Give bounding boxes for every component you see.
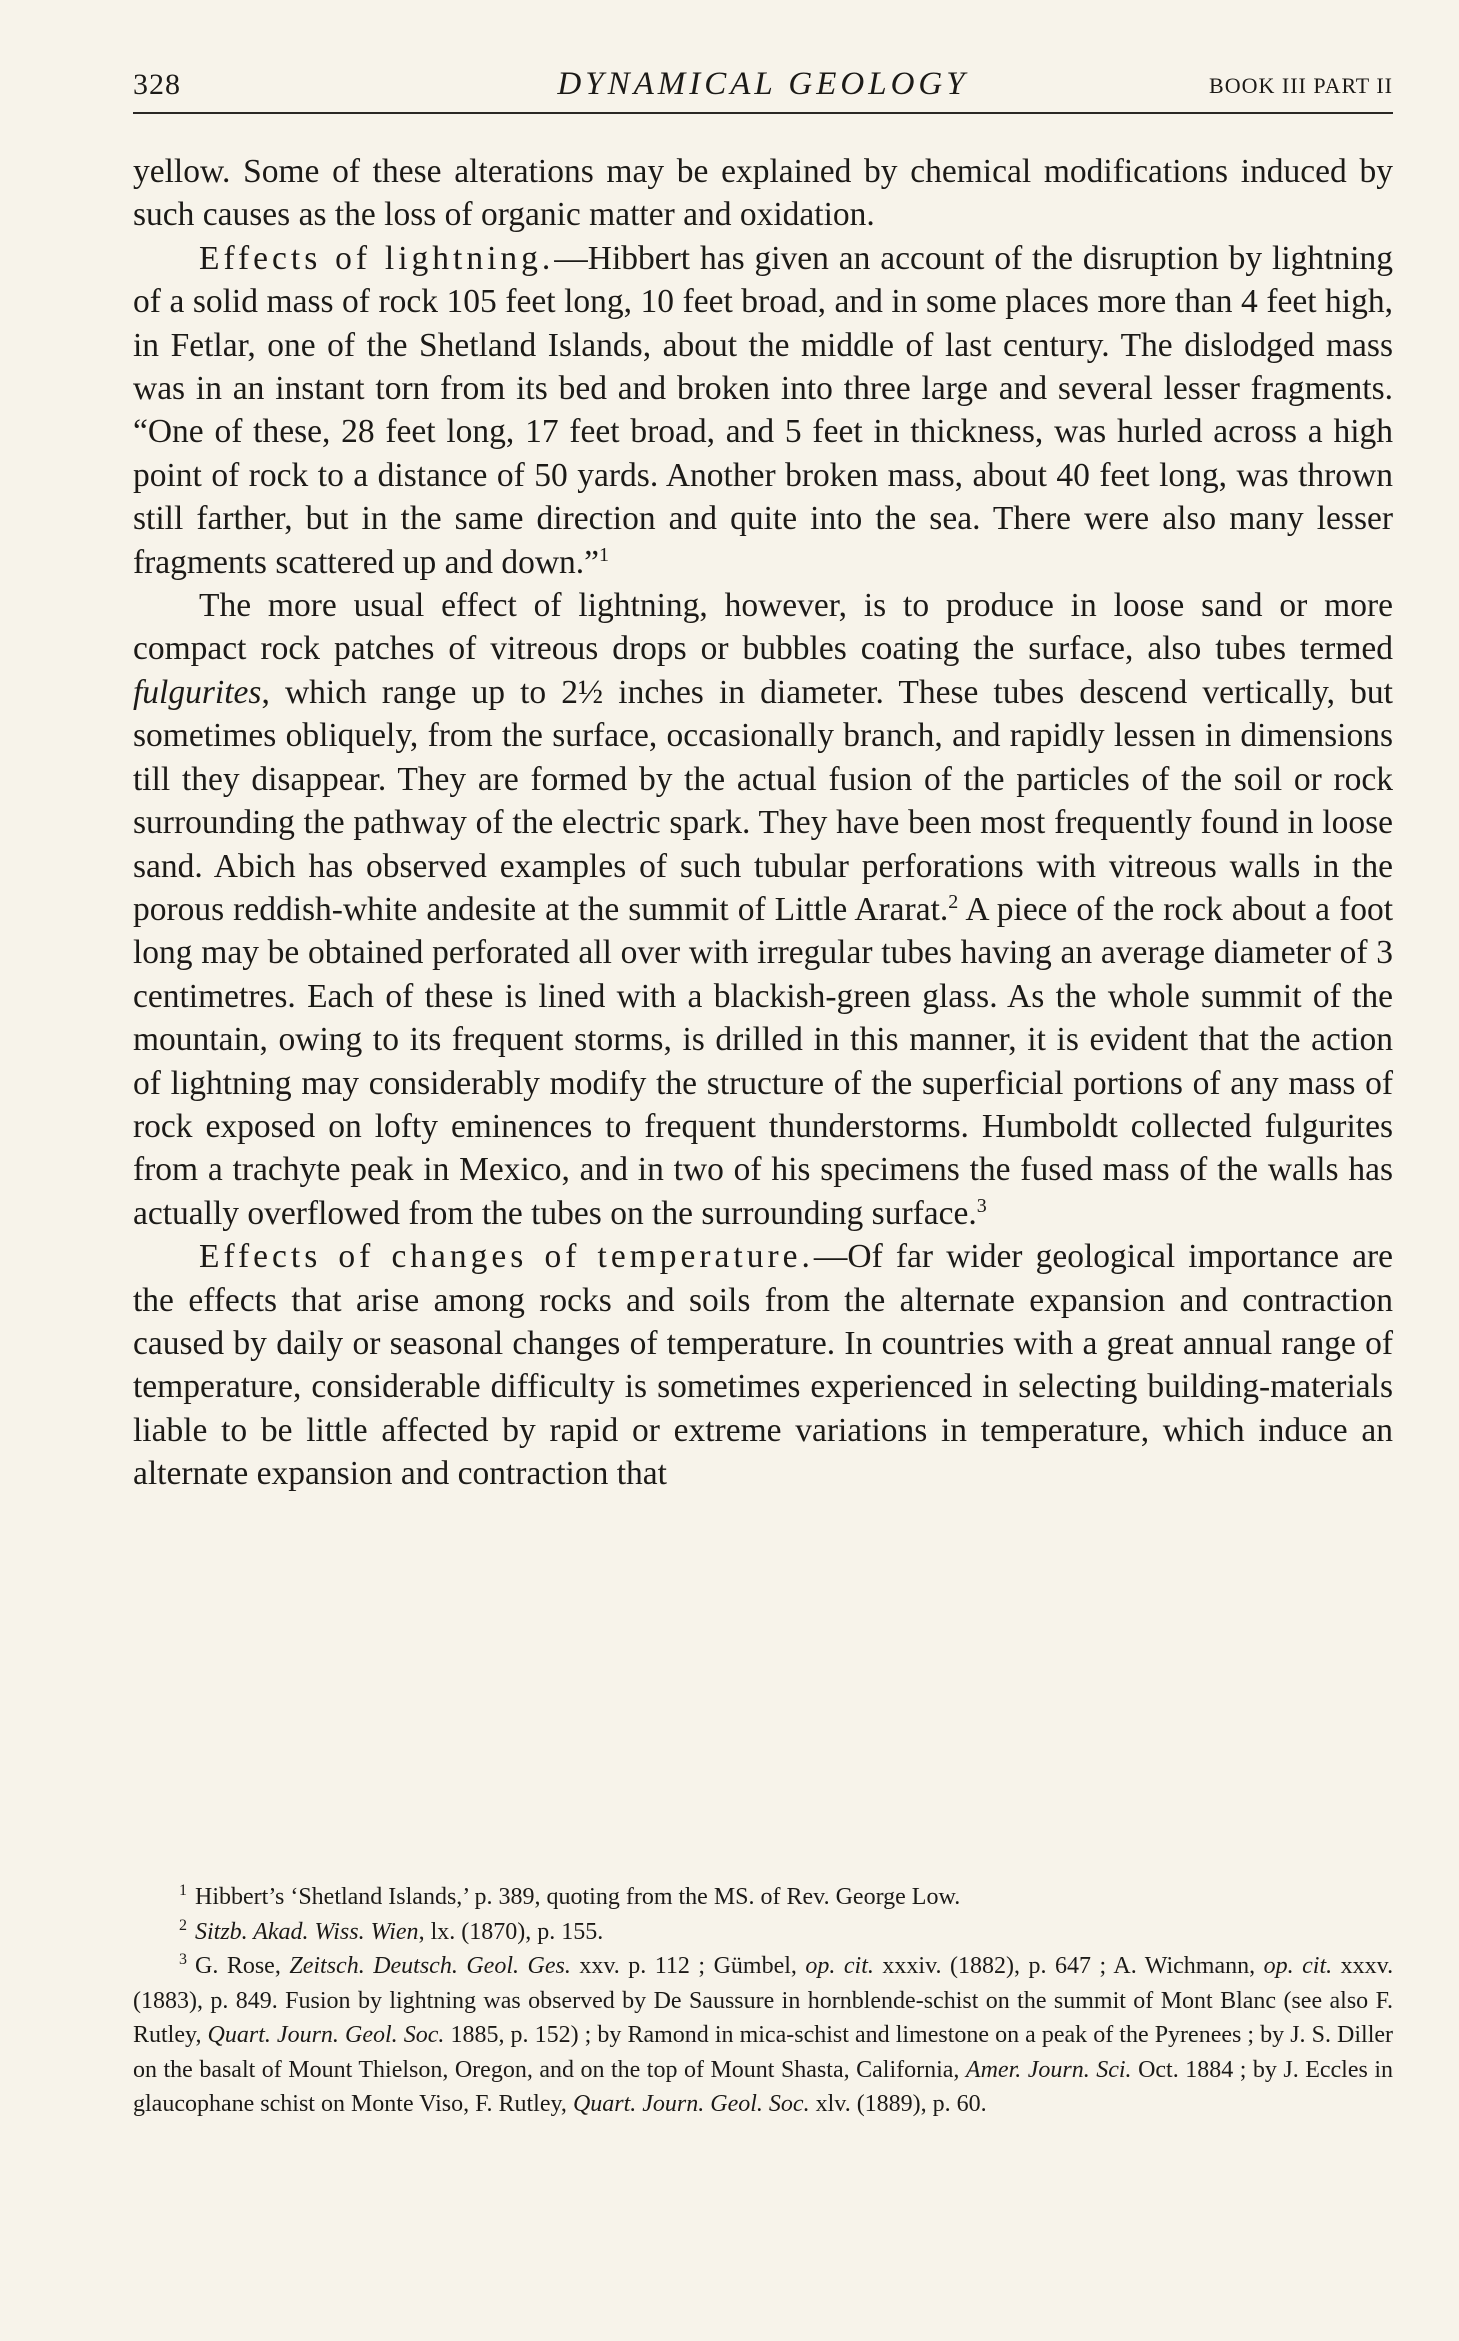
page-number: 328 xyxy=(133,68,181,101)
book-part-label: BOOK III PART II xyxy=(1209,73,1393,98)
footnote-2 xyxy=(133,1915,1393,1950)
footnote-text: Hibbert’s ‘Shetland Islands,’ p. 389, quoting from the MS. of Rev. George Low. xyxy=(195,1884,961,1910)
em-dash: — xyxy=(554,239,588,277)
footnote-ref-1: 1 xyxy=(599,543,610,566)
term-fulgurites: fulgurites xyxy=(133,673,262,711)
section-lead-in: Effects of lightning. xyxy=(199,239,555,277)
footnote-text: , lx. (1870), p. 155. xyxy=(418,1918,604,1945)
footnote-ref-2: 2 xyxy=(948,890,959,913)
paragraph-lightning-effects xyxy=(133,237,1393,584)
page-header xyxy=(133,62,1393,114)
citation-title: op. cit. xyxy=(805,1953,874,1979)
footnote-3 xyxy=(133,1949,1393,2122)
footnote-number: 1 xyxy=(179,1882,187,1899)
footnote-text: 1885, p. 152) ; by Ramond in mica-schist and limestone on a peak of the Pyrenees ; by J. S. Diller on the basalt of Mount Thielson, Oregon, and on the top of Mount Shasta, California, xyxy=(133,2022,1394,2083)
citation-title: Zeitsch. Deutsch. Geol. Ges. xyxy=(289,1953,571,1979)
footnote-text: G. Rose, xyxy=(195,1953,281,1979)
footnotes xyxy=(133,1880,1393,2122)
citation-title: op. cit. xyxy=(1263,1953,1333,1979)
citation-title: Amer. Journ. Sci. xyxy=(965,2056,1132,2083)
footnote-ref-3: 3 xyxy=(976,1194,987,1217)
main-text xyxy=(133,150,1393,1496)
paragraph-text: , which range up to 2½ inches in diameter. These tubes descend vertically, but sometimes obliquely, from the surface, occasionally branch, and rapidly lessen in dimensions till they disappear. They are formed by the actual fusion of the particles of the soil or rock surrounding the pathway of the electric spark. They have been most frequently found in loose sand. Abich has observed examples of such tubular perforations with vitreous walls in the porous reddish-white andesite at the summit of Little Ararat. xyxy=(133,673,1393,928)
citation-title: Sitzb. Akad. Wiss. Wien xyxy=(195,1918,419,1945)
running-title: DYNAMICAL GEOLOGY xyxy=(557,66,969,102)
footnote-number: 3 xyxy=(179,1951,187,1968)
em-dash: — xyxy=(813,1238,848,1276)
paragraph-fulgurites xyxy=(133,584,1393,1235)
footnote-text: xxxv. (1883), p. 849. Fusion by lightning was observed by De Saussure in hornblende-schist on the summit of Mont Blanc (see also F. Rutley, xyxy=(133,1953,1394,2048)
footnote-text: xxv. p. 112 ; Gümbel, xyxy=(579,1953,797,1979)
footnote-text: Oct. 1884 ; by J. Eccles in glaucophane schist on Monte Viso, F. Rutley, xyxy=(133,2056,1394,2117)
footnote-1 xyxy=(133,1880,1393,1915)
paragraph-text: Of far wider geological importance are the effects that arise among rocks and soils from the alternate expansion and contraction caused by daily or seasonal changes of temperature. In countries with a great annual range of temperature, considerable difficulty is sometimes experienced in selecting building-materials liable to be little affected by rapid or extreme variations in temperature, which induce an alternate expansion and contraction that xyxy=(133,1238,1393,1493)
citation-title: Quart. Journ. Geol. Soc. xyxy=(572,2091,810,2117)
footnote-number: 2 xyxy=(179,1916,187,1934)
paragraph-temperature-effects xyxy=(133,1235,1393,1495)
paragraph-text: A piece of the rock about a foot long may be obtained perforated all over with irregular tubes having an average diameter of 3 centimetres. Each of these is lined with a blackish-green glass. As the whole summit of the mountain, owing to its frequent storms, is drilled in this manner, it is evident that the action of lightning may considerably modify the structure of the superficial portions of any mass of rock exposed on lofty eminences to frequent thunderstorms. Humboldt collected fulgurites from a trachyte peak in Mexico, and in two of his specimens the fused mass of the walls has actually overflowed from the tubes on the surrounding surface. xyxy=(133,890,1393,1232)
paragraph-continuation xyxy=(133,150,1393,237)
paragraph-text: yellow. Some of these alterations may be explained by chemical modifications induced by such causes as the loss of organic matter and oxidation. xyxy=(133,153,1393,234)
footnote-text: xxxiv. (1882), p. 647 ; A. Wichmann, xyxy=(882,1953,1256,1979)
citation-title: Quart. Journ. Geol. Soc. xyxy=(207,2022,445,2048)
section-lead-in: Effects of changes of temperature. xyxy=(199,1238,814,1276)
paragraph-text: Hibbert has given an account of the disruption by lightning of a solid mass of rock 105 feet long, 10 feet broad, and in some places more than 4 feet high, in Fetlar, one of the Shetland Islands, about the middle of last century. The dislodged mass was in an instant torn from its bed and broken into three large and several lesser fragments. “One of these, 28 feet long, 17 feet broad, and 5 feet in thickness, was hurled across a high point of rock to a distance of 50 yards. Another broken mass, about 40 feet long, was thrown still farther, but in the same direction and quite into the sea. There were also many lesser fragments scattered up and down.” xyxy=(133,239,1394,581)
paragraph-text: The more usual effect of lightning, however, is to produce in loose sand or more compact rock patches of vitreous drops or bubbles coating the surface, also tubes termed xyxy=(133,587,1393,668)
footnote-text: xlv. (1889), p. 60. xyxy=(815,2091,987,2117)
